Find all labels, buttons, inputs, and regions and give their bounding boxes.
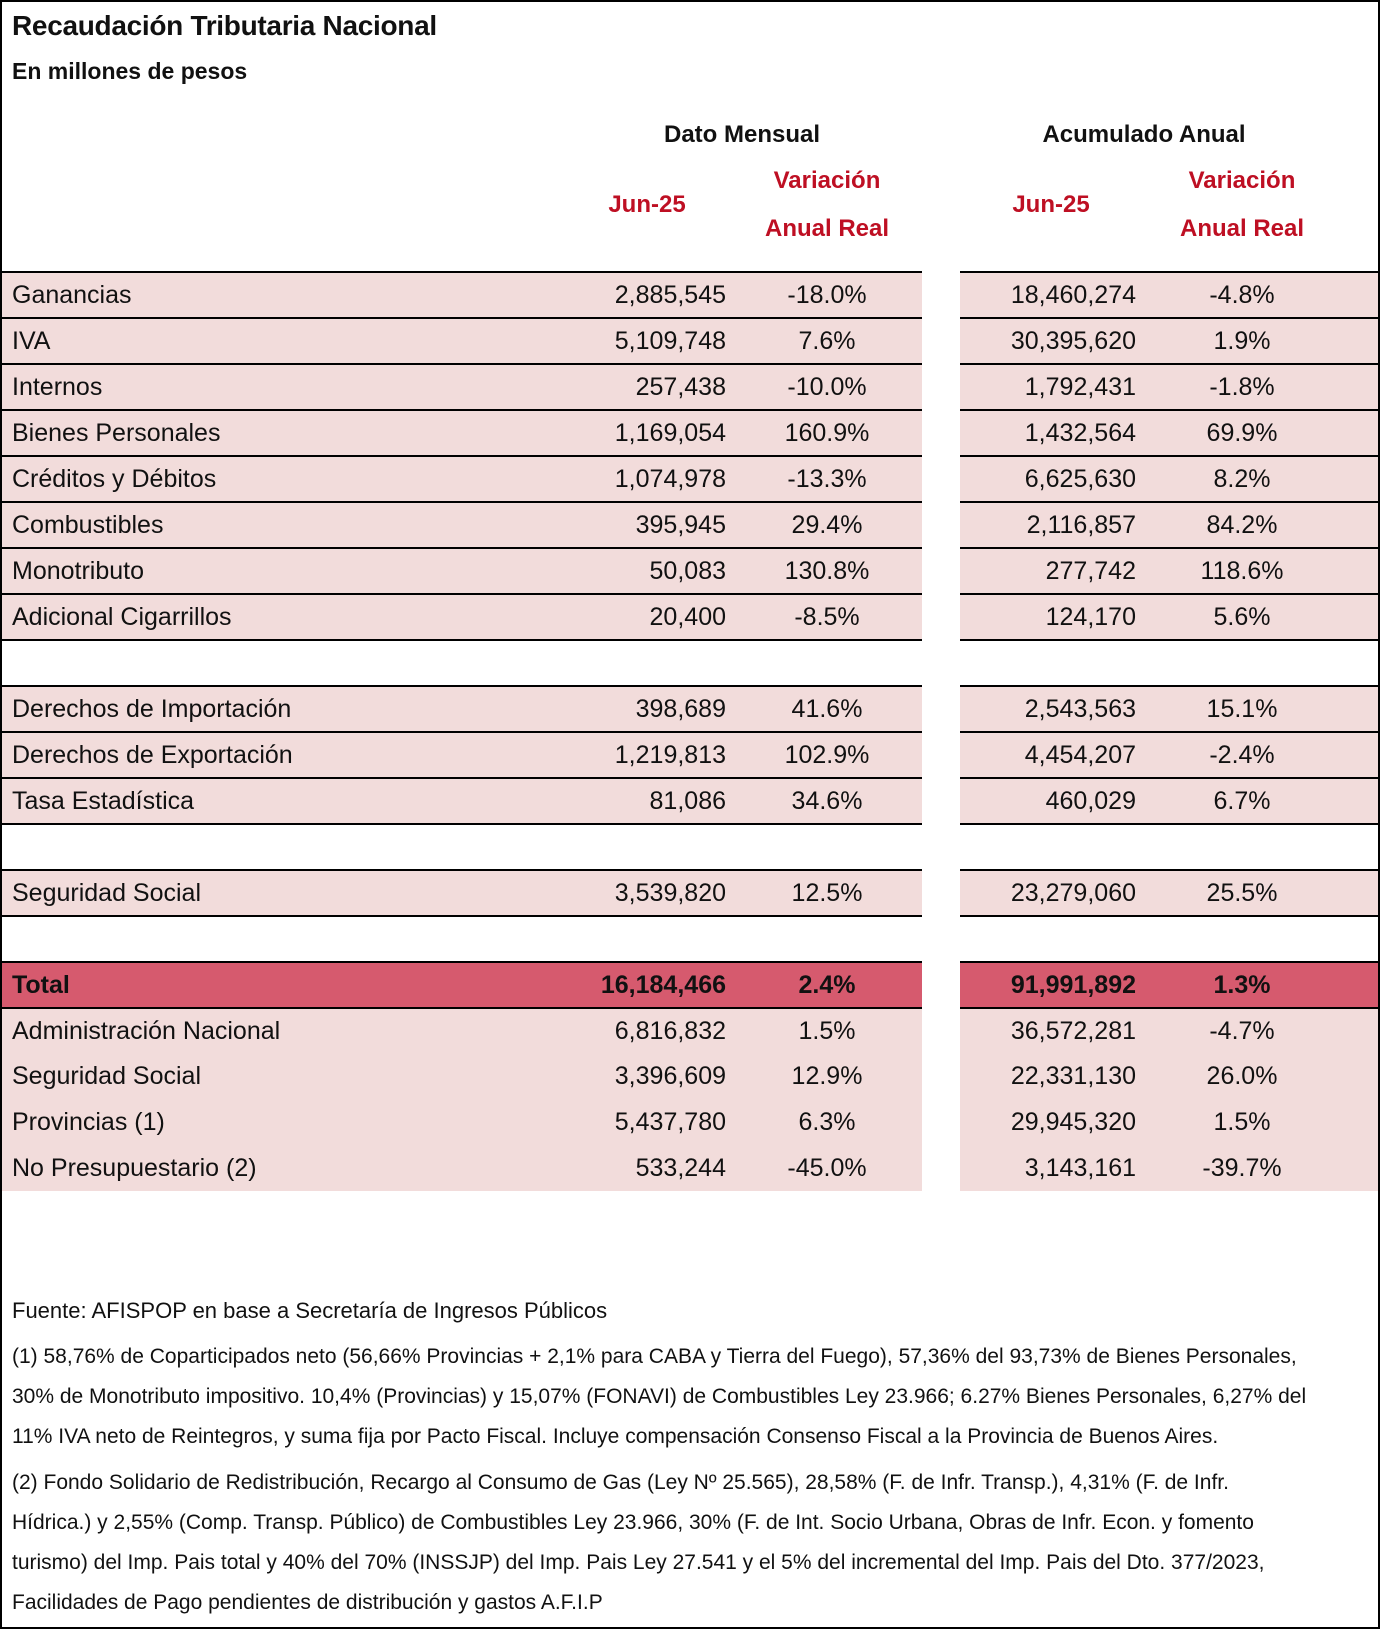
table-row-spacer <box>2 823 1378 869</box>
row-label: Seguridad Social <box>2 869 562 915</box>
footnote-line: 30% de Monotributo impositivo. 10,4% (Provincias) y 15,07% (FONAVI) de Combustibles Ley 23.966; 6.27% Bienes Personales, 6,27% del <box>12 1385 1307 1408</box>
column-header-monthly-variation <box>732 157 922 253</box>
value-monthly: 1,219,813 <box>562 731 732 777</box>
variation-annual: -2.4% <box>1142 731 1380 777</box>
value-monthly: 1,074,978 <box>562 455 732 501</box>
value-monthly: 1,169,054 <box>562 409 732 455</box>
value-monthly <box>562 823 732 869</box>
footnote-1 <box>12 1337 1368 1457</box>
value-monthly: 257,438 <box>562 363 732 409</box>
column-gap <box>922 1145 960 1191</box>
value-monthly: 3,539,820 <box>562 869 732 915</box>
table-row <box>2 1053 1378 1099</box>
table-row-spacer <box>2 639 1378 685</box>
column-gap <box>922 869 960 915</box>
table-row <box>2 685 1378 731</box>
row-label <box>2 823 562 869</box>
value-monthly: 5,109,748 <box>562 317 732 363</box>
group-header-monthly: Dato Mensual <box>663 121 821 148</box>
variation-annual: -4.7% <box>1142 1007 1380 1053</box>
value-annual: 124,170 <box>960 593 1142 639</box>
footer <box>2 1291 1378 1623</box>
column-gap <box>922 363 960 409</box>
variation-annual <box>1142 915 1380 961</box>
value-monthly: 20,400 <box>562 593 732 639</box>
footnote-line: 11% IVA neto de Reintegros, y suma fija por Pacto Fiscal. Incluye compensación Consenso Fiscal a la Provincia de Buenos Aires. <box>12 1425 1219 1448</box>
column-gap <box>922 1053 960 1099</box>
value-annual: 277,742 <box>960 547 1142 593</box>
row-label: Derechos de Importación <box>2 685 562 731</box>
value-annual: 4,454,207 <box>960 731 1142 777</box>
variation-annual: -4.8% <box>1142 271 1380 317</box>
column-gap <box>922 547 960 593</box>
value-monthly: 6,816,832 <box>562 1007 732 1053</box>
table-row-spacer <box>2 915 1378 961</box>
variation-monthly: -10.0% <box>732 363 922 409</box>
value-annual: 22,331,130 <box>960 1053 1142 1099</box>
value-monthly: 16,184,466 <box>562 961 732 1007</box>
column-gap <box>922 915 960 961</box>
column-gap <box>922 823 960 869</box>
value-annual: 29,945,320 <box>960 1099 1142 1145</box>
variation-annual <box>1142 823 1380 869</box>
variation-monthly <box>732 639 922 685</box>
row-label: Administración Nacional <box>2 1007 562 1053</box>
variation-annual: 1.3% <box>1142 961 1380 1007</box>
group-header-annual: Acumulado Anual <box>1042 121 1246 148</box>
column-gap <box>922 1007 960 1053</box>
value-monthly: 50,083 <box>562 547 732 593</box>
column-gap <box>922 409 960 455</box>
variation-annual: 26.0% <box>1142 1053 1380 1099</box>
footnote-2 <box>12 1463 1368 1623</box>
row-label: Adicional Cigarrillos <box>2 593 562 639</box>
table-row <box>2 547 1378 593</box>
variation-annual: 25.5% <box>1142 869 1380 915</box>
value-annual: 2,116,857 <box>960 501 1142 547</box>
value-annual <box>960 823 1142 869</box>
variation-monthly: 41.6% <box>732 685 922 731</box>
footnote-line: (1) 58,76% de Coparticipados neto (56,66% Provincias + 2,1% para CABA y Tierra del Fuego), 57,36% del 93,73% de Bienes Personales, <box>12 1345 1297 1368</box>
variation-annual: 1.5% <box>1142 1099 1380 1145</box>
row-label: Tasa Estadística <box>2 777 562 823</box>
value-annual: 1,792,431 <box>960 363 1142 409</box>
column-gap <box>922 731 960 777</box>
column-gap <box>922 593 960 639</box>
variation-monthly <box>732 823 922 869</box>
variation-annual: 15.1% <box>1142 685 1380 731</box>
variation-line1: Variación <box>1188 167 1296 194</box>
table-row <box>2 409 1378 455</box>
table-row <box>2 1145 1378 1191</box>
variation-monthly: -18.0% <box>732 271 922 317</box>
variation-annual: 5.6% <box>1142 593 1380 639</box>
variation-monthly: 6.3% <box>732 1099 922 1145</box>
variation-monthly: 160.9% <box>732 409 922 455</box>
variation-line2: Anual Real <box>1179 215 1305 242</box>
table-row <box>2 271 1378 317</box>
variation-monthly: 29.4% <box>732 501 922 547</box>
row-label: Monotributo <box>2 547 562 593</box>
column-gap <box>922 685 960 731</box>
variation-monthly: 7.6% <box>732 317 922 363</box>
value-annual: 3,143,161 <box>960 1145 1142 1191</box>
variation-monthly: -45.0% <box>732 1145 922 1191</box>
variation-annual <box>1142 639 1380 685</box>
variation-line2: Anual Real <box>764 215 890 242</box>
row-label <box>2 915 562 961</box>
value-annual: 91,991,892 <box>960 961 1142 1007</box>
variation-monthly: 102.9% <box>732 731 922 777</box>
value-monthly: 398,689 <box>562 685 732 731</box>
group-header-row <box>2 113 1378 157</box>
variation-monthly: 1.5% <box>732 1007 922 1053</box>
table-row <box>2 869 1378 915</box>
row-label: Provincias (1) <box>2 1099 562 1145</box>
value-annual <box>960 639 1142 685</box>
column-header-annual-variation <box>1142 157 1380 253</box>
value-monthly: 2,885,545 <box>562 271 732 317</box>
table-row <box>2 731 1378 777</box>
variation-annual: 118.6% <box>1142 547 1380 593</box>
column-gap <box>922 961 960 1007</box>
row-label: No Presupuestario (2) <box>2 1145 562 1191</box>
table-row <box>2 455 1378 501</box>
table-row <box>2 1099 1378 1145</box>
variation-annual: -39.7% <box>1142 1145 1380 1191</box>
column-gap <box>922 777 960 823</box>
value-monthly: 81,086 <box>562 777 732 823</box>
variation-line1: Variación <box>773 167 881 194</box>
variation-annual: -1.8% <box>1142 363 1380 409</box>
value-annual: 18,460,274 <box>960 271 1142 317</box>
variation-monthly: 34.6% <box>732 777 922 823</box>
table-row <box>2 317 1378 363</box>
value-monthly <box>562 915 732 961</box>
value-annual: 460,029 <box>960 777 1142 823</box>
footnote-line: turismo) del Imp. Pais total y 40% del 70% (INSSJP) del Imp. Pais Ley 27.541 y el 5% del incremental del Imp. Pais del Dto. 377/2023, <box>12 1551 1265 1574</box>
value-monthly: 5,437,780 <box>562 1099 732 1145</box>
column-gap <box>922 639 960 685</box>
footnote-line: (2) Fondo Solidario de Redistribución, Recargo al Consumo de Gas (Ley Nº 25.565), 28,58% (F. de Infr. Transp.), 4,31% (F. de Infr. <box>12 1471 1229 1494</box>
page-subtitle: En millones de pesos <box>12 58 248 84</box>
variation-monthly: 12.5% <box>732 869 922 915</box>
row-label: Internos <box>2 363 562 409</box>
variation-monthly: 2.4% <box>732 961 922 1007</box>
variation-annual: 69.9% <box>1142 409 1380 455</box>
footnote-line: Hídrica.) y 2,55% (Comp. Transp. Público) de Combustibles Ley 23.966, 30% (F. de Int. Socio Urbana, Obras de Infr. Econ. y fomento <box>12 1511 1254 1534</box>
subheader-row <box>2 157 1378 253</box>
row-label: IVA <box>2 317 562 363</box>
footnote-line: Facilidades de Pago pendientes de distribución y gastos A.F.I.P <box>12 1591 603 1614</box>
table-row-total <box>2 961 1378 1007</box>
row-label <box>2 639 562 685</box>
value-annual: 36,572,281 <box>960 1007 1142 1053</box>
variation-monthly: 12.9% <box>732 1053 922 1099</box>
row-label: Total <box>2 961 562 1007</box>
source-note: Fuente: AFISPOP en base a Secretaría de Ingresos Públicos <box>12 1298 608 1323</box>
table-body <box>2 271 1378 1191</box>
value-monthly: 3,396,609 <box>562 1053 732 1099</box>
column-gap <box>922 455 960 501</box>
row-label: Ganancias <box>2 271 562 317</box>
variation-monthly: -13.3% <box>732 455 922 501</box>
value-annual: 6,625,630 <box>960 455 1142 501</box>
column-gap <box>922 501 960 547</box>
table-row <box>2 1007 1378 1053</box>
value-annual: 1,432,564 <box>960 409 1142 455</box>
value-monthly: 533,244 <box>562 1145 732 1191</box>
table-row <box>2 363 1378 409</box>
table-row <box>2 501 1378 547</box>
column-header-monthly-period: Jun-25 <box>608 191 686 218</box>
variation-annual: 84.2% <box>1142 501 1380 547</box>
table-row <box>2 593 1378 639</box>
value-annual: 30,395,620 <box>960 317 1142 363</box>
variation-monthly: 130.8% <box>732 547 922 593</box>
value-annual: 23,279,060 <box>960 869 1142 915</box>
row-label: Créditos y Débitos <box>2 455 562 501</box>
value-monthly <box>562 639 732 685</box>
variation-monthly: -8.5% <box>732 593 922 639</box>
row-label: Seguridad Social <box>2 1053 562 1099</box>
column-gap <box>922 1099 960 1145</box>
value-monthly: 395,945 <box>562 501 732 547</box>
variation-monthly <box>732 915 922 961</box>
row-label: Derechos de Exportación <box>2 731 562 777</box>
column-gap <box>922 271 960 317</box>
row-label: Combustibles <box>2 501 562 547</box>
page-title: Recaudación Tributaria Nacional <box>12 10 437 41</box>
value-annual: 2,543,563 <box>960 685 1142 731</box>
value-annual <box>960 915 1142 961</box>
variation-annual: 6.7% <box>1142 777 1380 823</box>
column-header-annual-period: Jun-25 <box>1012 191 1090 218</box>
table-row <box>2 777 1378 823</box>
row-label: Bienes Personales <box>2 409 562 455</box>
variation-annual: 8.2% <box>1142 455 1380 501</box>
variation-annual: 1.9% <box>1142 317 1380 363</box>
column-gap <box>922 317 960 363</box>
